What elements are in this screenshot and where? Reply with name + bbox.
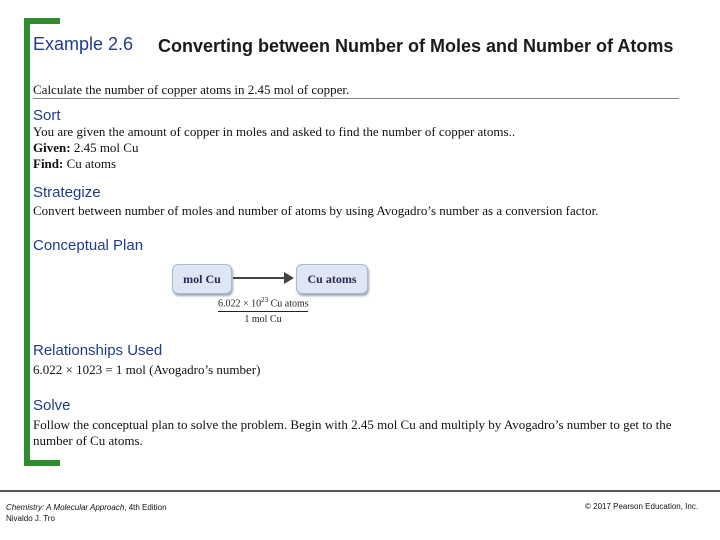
numerator-unit: Cu atoms [270,298,309,310]
plan-arrow-line [233,277,285,279]
strategize-text: Convert between number of moles and number of atoms by using Avogadro’s number as a conversion factor. [33,203,599,218]
solve-text: Follow the conceptual plan to solve the problem. Begin with 2.45 mol Cu and multiply by Avogadro’s number to get to the number of Cu atoms. [33,417,672,448]
plan-to-box: Cu atoms [296,264,368,294]
bracket-bottom-bar [24,460,60,466]
sort-description: You are given the amount of copper in moles and asked to find the number of copper atoms.. [33,124,516,139]
numerator-exponent: 23 [261,296,269,304]
fraction-bar [218,311,308,312]
plan-arrow-icon [284,272,294,284]
find-label: Find: [33,156,64,171]
sort-section [33,124,673,172]
plan-from-box: mol Cu [172,264,232,294]
footer-divider [0,490,720,492]
find-value: Cu atoms [66,156,117,171]
numerator-mantissa: 6.022 × 10 [218,298,262,310]
footer-edition: , 4th Edition [124,503,167,512]
solve-heading: Solve [33,397,71,414]
sort-heading: Sort [33,107,61,124]
given-label: Given: [33,140,71,155]
problem-statement: Calculate the number of copper atoms in 2.45 mol of copper. [33,82,350,97]
relationships-heading: Relationships Used [33,342,163,359]
footer-author: Nivaldo J. Tro [6,514,55,523]
find-line [33,156,673,172]
footer-copyright: © 2017 Pearson Education, Inc. [585,502,699,511]
bracket-top-bar [24,18,60,24]
given-value: 2.45 mol Cu [73,140,139,155]
example-title: Converting between Number of Moles and Number of Atoms [158,36,674,56]
bracket-vertical-bar [24,18,30,466]
footer-citation [6,502,167,524]
relationships-text: 6.022 × 1023 = 1 mol (Avogadro’s number) [33,362,261,377]
example-label: Example 2.6 [33,34,134,54]
header-divider [33,98,679,99]
given-line [33,140,673,156]
conversion-factor-denominator: 1 mol Cu [244,314,282,325]
conversion-factor-numerator [218,296,309,309]
conceptual-plan-heading: Conceptual Plan [33,237,144,254]
strategize-heading: Strategize [33,184,101,201]
footer-book-title: Chemistry: A Molecular Approach [6,503,125,512]
